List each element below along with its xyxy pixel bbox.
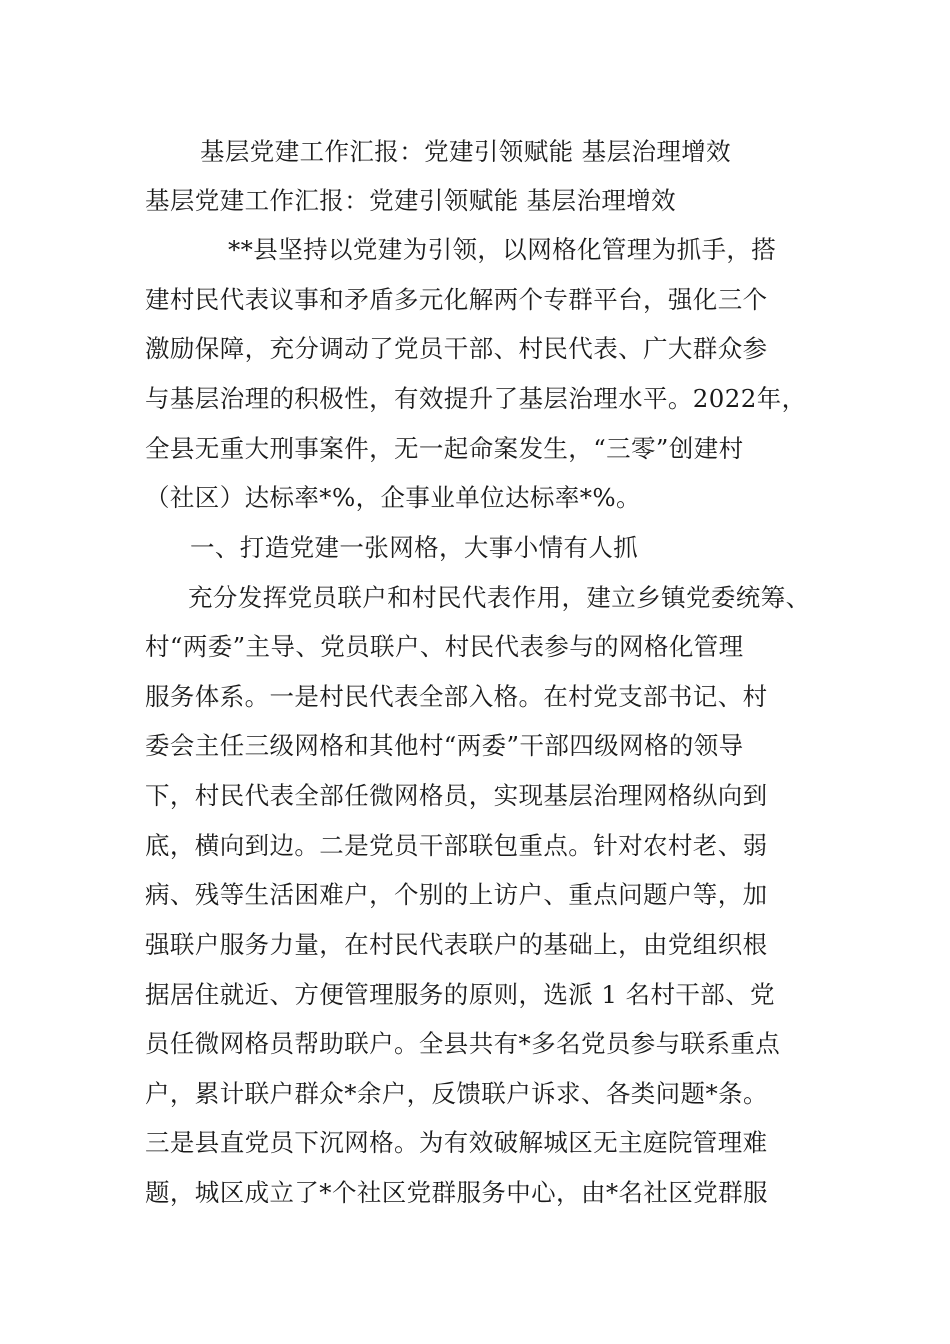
section-heading: 一、打造党建一张网格，大事小情有人抓 (190, 533, 639, 562)
document-title-centered: 基层党建工作汇报：党建引领赋能 基层治理增效 (200, 137, 732, 166)
paragraph-line: 激励保障，充分调动了党员干部、村民代表、广大群众参 (145, 334, 768, 363)
paragraph-line: （社区）达标率*%，企事业单位达标率*%。 (145, 483, 641, 512)
paragraph-line: 与基层治理的积极性，有效提升了基层治理水平。2022年， (145, 384, 807, 413)
paragraph-line: 下，村民代表全部任微网格员，实现基层治理网格纵向到 (145, 781, 768, 810)
paragraph-line: 委会主任三级网格和其他村“两委”干部四级网格的领导 (145, 731, 744, 760)
paragraph-line: 村“两委”主导、党员联户、村民代表参与的网格化管理 (145, 632, 744, 661)
paragraph-line: 题，城区成立了*个社区党群服务中心，由*名社区党群服 (145, 1178, 768, 1207)
paragraph-line: 全县无重大刑事案件，无一起命案发生，“三零”创建村 (145, 434, 744, 463)
paragraph-line: 户，累计联户群众*余户，反馈联户诉求、各类问题*条。 (145, 1079, 768, 1108)
paragraph-line: 强联户服务力量，在村民代表联户的基础上，由党组织根 (145, 930, 768, 959)
paragraph-line: 建村民代表议事和矛盾多元化解两个专群平台，强化三个 (145, 285, 768, 314)
paragraph-line: 病、残等生活困难户，个别的上访户、重点问题户等，加 (145, 880, 768, 909)
paragraph-line: 三是县直党员下沉网格。为有效破解城区无主庭院管理难 (145, 1128, 768, 1157)
paragraph-line: 充分发挥党员联户和村民代表作用，建立乡镇党委统筹、 (188, 583, 811, 612)
document-title: 基层党建工作汇报：党建引领赋能 基层治理增效 (145, 186, 677, 215)
paragraph-line: 服务体系。一是村民代表全部入格。在村党支部书记、村 (145, 682, 768, 711)
paragraph-line: 员任微网格员帮助联户。全县共有*多名党员参与联系重点 (145, 1029, 781, 1058)
paragraph-line: **县坚持以党建为引领，以网格化管理为抓手，搭 (228, 235, 777, 264)
paragraph-line: 底，横向到边。二是党员干部联包重点。针对农村老、弱 (145, 831, 768, 860)
paragraph-line: 据居住就近、方便管理服务的原则，选派 1 名村干部、党 (145, 980, 775, 1009)
